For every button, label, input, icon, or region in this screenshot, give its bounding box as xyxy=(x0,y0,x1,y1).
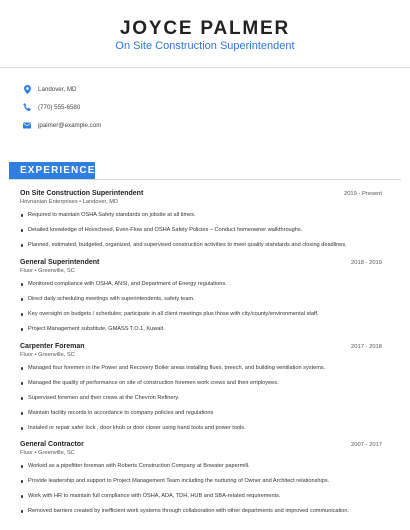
job-bullet: Planned, estimated, budgeted, organized, and supervised construction activities to meet quality standards and closing deadlines. xyxy=(20,242,382,248)
location-text: Landover, MD xyxy=(38,85,77,93)
job-bullet: Managed four foremen in the Power and Recovery Boiler areas installing flues, breech, and building ventilation systems. xyxy=(20,365,382,371)
job-bullet: Direct daily scheduling meetings with superintendents, safety team. xyxy=(20,296,382,302)
applicant-role: On Site Construction Superintendent xyxy=(115,40,295,52)
job-bullet: Removed barriers created by inefficient work systems through collaboration with other departments and improved communication. xyxy=(20,508,382,514)
job-bullet: Supervised foremen and their crews at the Chevron Refinery. xyxy=(20,395,382,401)
phone-text: (770) 555-6580 xyxy=(38,103,81,111)
job-entry xyxy=(20,343,382,431)
contact-phone xyxy=(22,100,80,114)
job-bullet: Required to maintain OSHA Safety standards on jobsite at all times. xyxy=(20,212,382,218)
contact-email xyxy=(22,118,101,132)
job-bullets xyxy=(20,212,382,248)
job-bullets xyxy=(20,281,382,332)
job-bullet: Worked as a pipefitter foreman with Roberts Construction Company at Bowater papermill. xyxy=(20,463,382,469)
job-dates: 2017 - 2018 xyxy=(351,344,382,350)
job-bullets xyxy=(20,365,382,431)
job-entry xyxy=(20,259,382,332)
job-entry xyxy=(20,441,382,514)
job-dates: 2019 - Present xyxy=(343,191,382,197)
header-divider xyxy=(0,67,410,68)
job-bullet: Project Management substitute, GMASS T.O.1, Kuwait. xyxy=(20,326,382,332)
job-bullet: Instaled or repair safer lock , door khob or door closer using hand tools and power tools. xyxy=(20,425,382,431)
job-company-line: Fluor • Greenville, SC xyxy=(20,450,75,456)
section-divider xyxy=(9,179,401,180)
job-company: Fluor xyxy=(20,352,33,358)
applicant-name: JOYCE PALMER xyxy=(119,18,291,39)
job-bullet: Detailed knowledge of Hovscheed, Even-Flow and OSHA Safety Policies – Conduct homeowner walkthroughs. xyxy=(20,227,382,233)
job-dates: 2018 - 2019 xyxy=(351,260,382,266)
job-dates: 2007 - 2017 xyxy=(351,442,382,448)
job-company: Hovnanian Enterprises xyxy=(20,199,78,205)
email-text: jpalmer@example.com xyxy=(38,121,102,129)
location-pin-icon xyxy=(22,84,32,94)
job-company: Fluor xyxy=(20,450,33,456)
job-bullet: Provide leadership and support to Project Management Team including the nurturing of Owner and Architect relationships. xyxy=(20,478,382,484)
job-title: General Contractor xyxy=(20,441,84,448)
job-bullets xyxy=(20,463,382,514)
job-bullet: Maintain facility records in accordance to company policies and regulations xyxy=(20,410,382,416)
job-bullet: Key oversight on budgets / schedules; participate in all client meetings plus those with city/county/environmental staff. xyxy=(20,311,382,317)
job-bullet: Managed the quality of performance on site of construction foremen work crews and their employees. xyxy=(20,380,382,386)
job-company-line: Fluor • Greenville, SC xyxy=(20,352,75,358)
job-company-line: Fluor • Greenville, SC xyxy=(20,268,75,274)
job-company-line: Hovnanian Enterprises • Landover, MD xyxy=(20,199,119,205)
job-entry xyxy=(20,190,382,248)
job-title: General Superintendent xyxy=(20,259,100,266)
contact-location xyxy=(22,82,77,96)
phone-icon xyxy=(22,102,32,112)
experience-heading: EXPERIENCE xyxy=(9,162,95,180)
job-title: Carpenter Foreman xyxy=(20,343,85,350)
job-location: Greenville, SC xyxy=(38,450,75,456)
job-location: Greenville, SC xyxy=(38,268,75,274)
job-company: Fluor xyxy=(20,268,33,274)
email-icon xyxy=(22,120,32,130)
job-location: Greenville, SC xyxy=(38,352,75,358)
job-title: On Site Construction Superintendent xyxy=(20,190,144,197)
job-location: Landover, MD xyxy=(82,199,119,205)
job-bullet: Work with HR to maintain full compliance with OSHA, ADA, TDH, HUB and SBA-related requirements. xyxy=(20,493,382,499)
job-bullet: Monitored compliance with OSHA, ANSI, and Department of Energy regulations. xyxy=(20,281,382,287)
